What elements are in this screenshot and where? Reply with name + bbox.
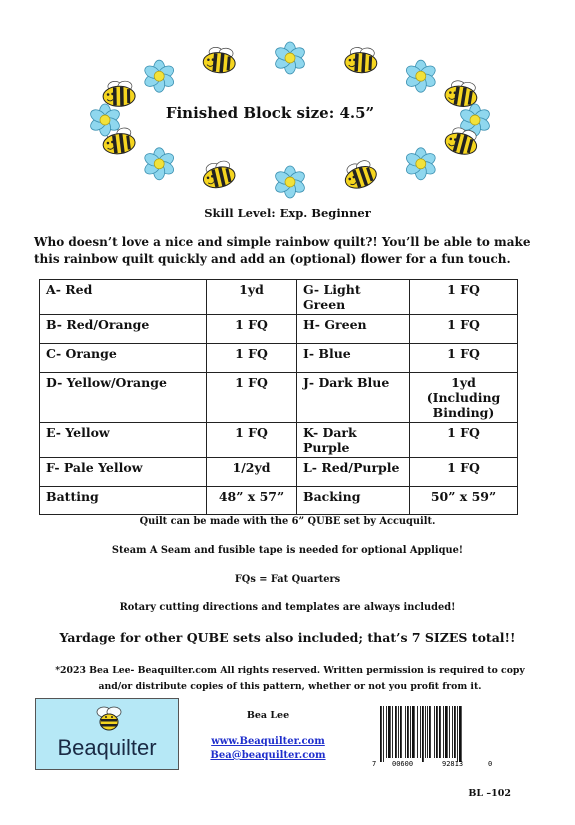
barcode-bar: [457, 706, 458, 762]
fabric-quantity: 1 FQ: [410, 458, 518, 487]
barcode-digit-first: 7: [372, 760, 377, 768]
barcode-bar: [449, 706, 450, 758]
barcode-bar: [436, 706, 438, 758]
fabric-quantity: 1 FQ: [207, 423, 297, 458]
fabric-quantity: 1 FQ: [410, 344, 518, 373]
fabric-quantity: 1 FQ: [410, 280, 518, 315]
barcode-bar: [439, 706, 441, 758]
barcode-bar: [392, 706, 393, 758]
fabric-quantity: 1 FQ: [410, 315, 518, 344]
fabric-label: G- Light Green: [297, 280, 410, 315]
barcode-digits-left: 00600: [392, 760, 414, 768]
flower-icon: [143, 148, 176, 180]
fabric-quantity: 1yd (Including Binding): [410, 373, 518, 423]
fabric-label: C- Orange: [40, 344, 207, 373]
barcode-bar: [405, 706, 406, 758]
fabric-label: D- Yellow/Orange: [40, 373, 207, 423]
fabric-quantity: 1 FQ: [207, 315, 297, 344]
qube-note: Quilt can be made with the 6” QUBE set by Accuquilt.: [139, 516, 436, 527]
batting-size: 48” x 57”: [207, 487, 297, 515]
yardage-note: Yardage for other QUBE sets also included; that’s 7 SIZES total!!: [59, 630, 516, 645]
table-row: [40, 423, 518, 458]
barcode-bar: [420, 706, 421, 758]
barcode-bar: [395, 706, 397, 758]
barcode-bar: [443, 706, 444, 758]
barcode-bar: [383, 706, 384, 762]
barcode-bar: [400, 706, 402, 758]
barcode-bar: [434, 706, 435, 758]
pattern-code: BL –102: [468, 788, 511, 799]
fabric-quantity: 1/2yd: [207, 458, 297, 487]
fat-quarter-note: FQs = Fat Quarters: [234, 574, 341, 585]
fabric-label: I- Blue: [297, 344, 410, 373]
bee-icon: [103, 81, 135, 107]
intro-paragraph: Who doesn’t love a nice and simple rainbow quilt?! You’ll be able to make this rainbow quilt quickly and add an (optional) flower for a fun touch.: [34, 235, 531, 266]
table-row: [40, 344, 518, 373]
skill-level: Skill Level: Exp. Beginner: [204, 206, 371, 220]
fabric-label: L- Red/Purple: [297, 458, 410, 487]
table-row: [40, 315, 518, 344]
beaquilter-logo: [35, 698, 179, 770]
flower-icon: [273, 42, 306, 74]
fabric-label: E- Yellow: [40, 423, 207, 458]
barcode-digits-right: 92813: [442, 760, 464, 768]
fabric-quantity: 1 FQ: [207, 373, 297, 423]
table-row: [40, 487, 518, 515]
flower-icon: [273, 166, 306, 198]
barcode-bar: [454, 706, 456, 758]
rotary-cutting-note: Rotary cutting directions and templates are always included!: [119, 602, 456, 613]
barcode-bar: [380, 706, 382, 762]
fabric-label: J- Dark Blue: [297, 373, 410, 423]
fabric-label: F- Pale Yellow: [40, 458, 207, 487]
backing-size: 50” x 59”: [410, 487, 518, 515]
table-row: [40, 373, 518, 423]
barcode-bar: [407, 706, 409, 758]
email-link[interactable]: Bea@beaquilter.com: [210, 750, 326, 761]
barcode-bar: [398, 706, 399, 758]
finished-block-size: Finished Block size: 4.5”: [165, 104, 375, 122]
barcode-bar: [425, 706, 426, 758]
website-link[interactable]: www.Beaquilter.com: [211, 736, 325, 747]
bee-icon: [344, 47, 377, 74]
barcode-bar: [388, 706, 391, 758]
copyright-notice: *2023 Bea Lee- Beaquilter.com All rights reserved. Written permission is required to copy and/or distribute copies of this pattern, whether or not you profit from it.: [55, 665, 525, 692]
fabric-quantity: 1 FQ: [207, 344, 297, 373]
author-name: Bea Lee: [246, 710, 290, 721]
backing-label: Backing: [297, 487, 410, 515]
table-row: [40, 280, 518, 315]
barcode-digit-last: 0: [488, 760, 493, 768]
bee-icon: [94, 705, 124, 733]
bee-icon: [202, 46, 236, 74]
barcode-bar: [427, 706, 428, 758]
fabric-label: H- Green: [297, 315, 410, 344]
barcode: [370, 704, 496, 770]
bee-icon: [200, 159, 237, 191]
barcode-bar: [422, 706, 424, 762]
barcode-bar: [412, 706, 415, 758]
bee-icon: [341, 158, 379, 192]
fabric-label: A- Red: [40, 280, 207, 315]
batting-label: Batting: [40, 487, 207, 515]
barcode-bar: [459, 706, 462, 762]
fabric-requirements-table: [39, 279, 518, 515]
barcode-bar: [410, 706, 411, 758]
fabric-label: B- Red/Orange: [40, 315, 207, 344]
fabric-quantity: 1yd: [207, 280, 297, 315]
barcode-bar: [452, 706, 453, 758]
logo-text: Beaquilter: [57, 735, 157, 760]
flower-icon: [143, 60, 176, 92]
barcode-bar: [417, 706, 418, 758]
flower-icon: [404, 148, 437, 180]
barcode-bar: [429, 706, 431, 758]
fabric-quantity: 1 FQ: [410, 423, 518, 458]
barcode-bar: [445, 706, 448, 758]
barcode-bar: [386, 706, 387, 758]
flower-icon: [404, 60, 437, 92]
fabric-label: K- Dark Purple: [297, 423, 410, 458]
table-row: [40, 458, 518, 487]
steam-a-seam-note: Steam A Seam and fusible tape is needed for optional Applique!: [111, 545, 464, 556]
